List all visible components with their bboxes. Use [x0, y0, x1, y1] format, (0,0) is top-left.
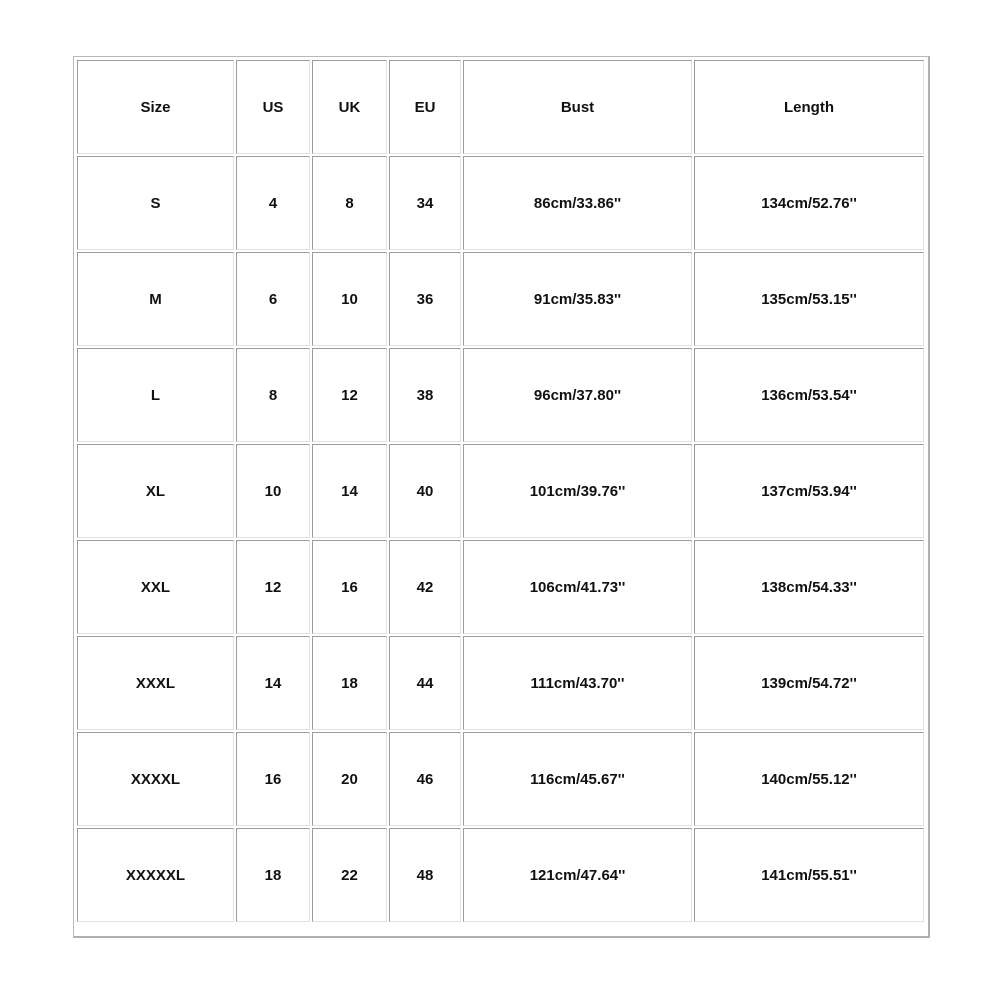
- size-table: [75, 58, 926, 924]
- header-size: Size: [77, 60, 234, 154]
- table-row: [77, 732, 924, 826]
- cell-eu: 38: [389, 348, 461, 442]
- table-row: [77, 252, 924, 346]
- cell-size: S: [77, 156, 234, 250]
- cell-eu: 48: [389, 828, 461, 922]
- size-chart: [73, 56, 930, 938]
- table-row: [77, 156, 924, 250]
- cell-bust: 111cm/43.70'': [463, 636, 692, 730]
- cell-bust: 121cm/47.64'': [463, 828, 692, 922]
- cell-bust: 91cm/35.83'': [463, 252, 692, 346]
- cell-size: XXXXXL: [77, 828, 234, 922]
- cell-length: 136cm/53.54'': [694, 348, 924, 442]
- table-row: [77, 540, 924, 634]
- table-row: [77, 444, 924, 538]
- cell-bust: 116cm/45.67'': [463, 732, 692, 826]
- header-bust: Bust: [463, 60, 692, 154]
- cell-length: 141cm/55.51'': [694, 828, 924, 922]
- cell-us: 12: [236, 540, 310, 634]
- cell-uk: 20: [312, 732, 387, 826]
- cell-size: L: [77, 348, 234, 442]
- cell-bust: 96cm/37.80'': [463, 348, 692, 442]
- cell-eu: 44: [389, 636, 461, 730]
- cell-uk: 18: [312, 636, 387, 730]
- cell-us: 16: [236, 732, 310, 826]
- table-row: [77, 636, 924, 730]
- header-us: US: [236, 60, 310, 154]
- cell-bust: 106cm/41.73'': [463, 540, 692, 634]
- cell-us: 18: [236, 828, 310, 922]
- cell-uk: 8: [312, 156, 387, 250]
- cell-uk: 12: [312, 348, 387, 442]
- cell-length: 140cm/55.12'': [694, 732, 924, 826]
- cell-size: XL: [77, 444, 234, 538]
- cell-eu: 36: [389, 252, 461, 346]
- header-uk: UK: [312, 60, 387, 154]
- cell-eu: 34: [389, 156, 461, 250]
- header-row: [77, 60, 924, 154]
- table-row: [77, 348, 924, 442]
- cell-size: XXL: [77, 540, 234, 634]
- cell-eu: 42: [389, 540, 461, 634]
- table-row: [77, 828, 924, 922]
- cell-length: 137cm/53.94'': [694, 444, 924, 538]
- cell-size: XXXL: [77, 636, 234, 730]
- cell-length: 139cm/54.72'': [694, 636, 924, 730]
- cell-uk: 16: [312, 540, 387, 634]
- cell-bust: 101cm/39.76'': [463, 444, 692, 538]
- cell-us: 14: [236, 636, 310, 730]
- cell-length: 134cm/52.76'': [694, 156, 924, 250]
- cell-eu: 40: [389, 444, 461, 538]
- cell-uk: 10: [312, 252, 387, 346]
- header-eu: EU: [389, 60, 461, 154]
- cell-eu: 46: [389, 732, 461, 826]
- cell-us: 6: [236, 252, 310, 346]
- cell-size: M: [77, 252, 234, 346]
- cell-us: 4: [236, 156, 310, 250]
- cell-size: XXXXL: [77, 732, 234, 826]
- cell-length: 138cm/54.33'': [694, 540, 924, 634]
- cell-uk: 22: [312, 828, 387, 922]
- header-length: Length: [694, 60, 924, 154]
- cell-us: 10: [236, 444, 310, 538]
- cell-length: 135cm/53.15'': [694, 252, 924, 346]
- cell-us: 8: [236, 348, 310, 442]
- cell-bust: 86cm/33.86'': [463, 156, 692, 250]
- cell-uk: 14: [312, 444, 387, 538]
